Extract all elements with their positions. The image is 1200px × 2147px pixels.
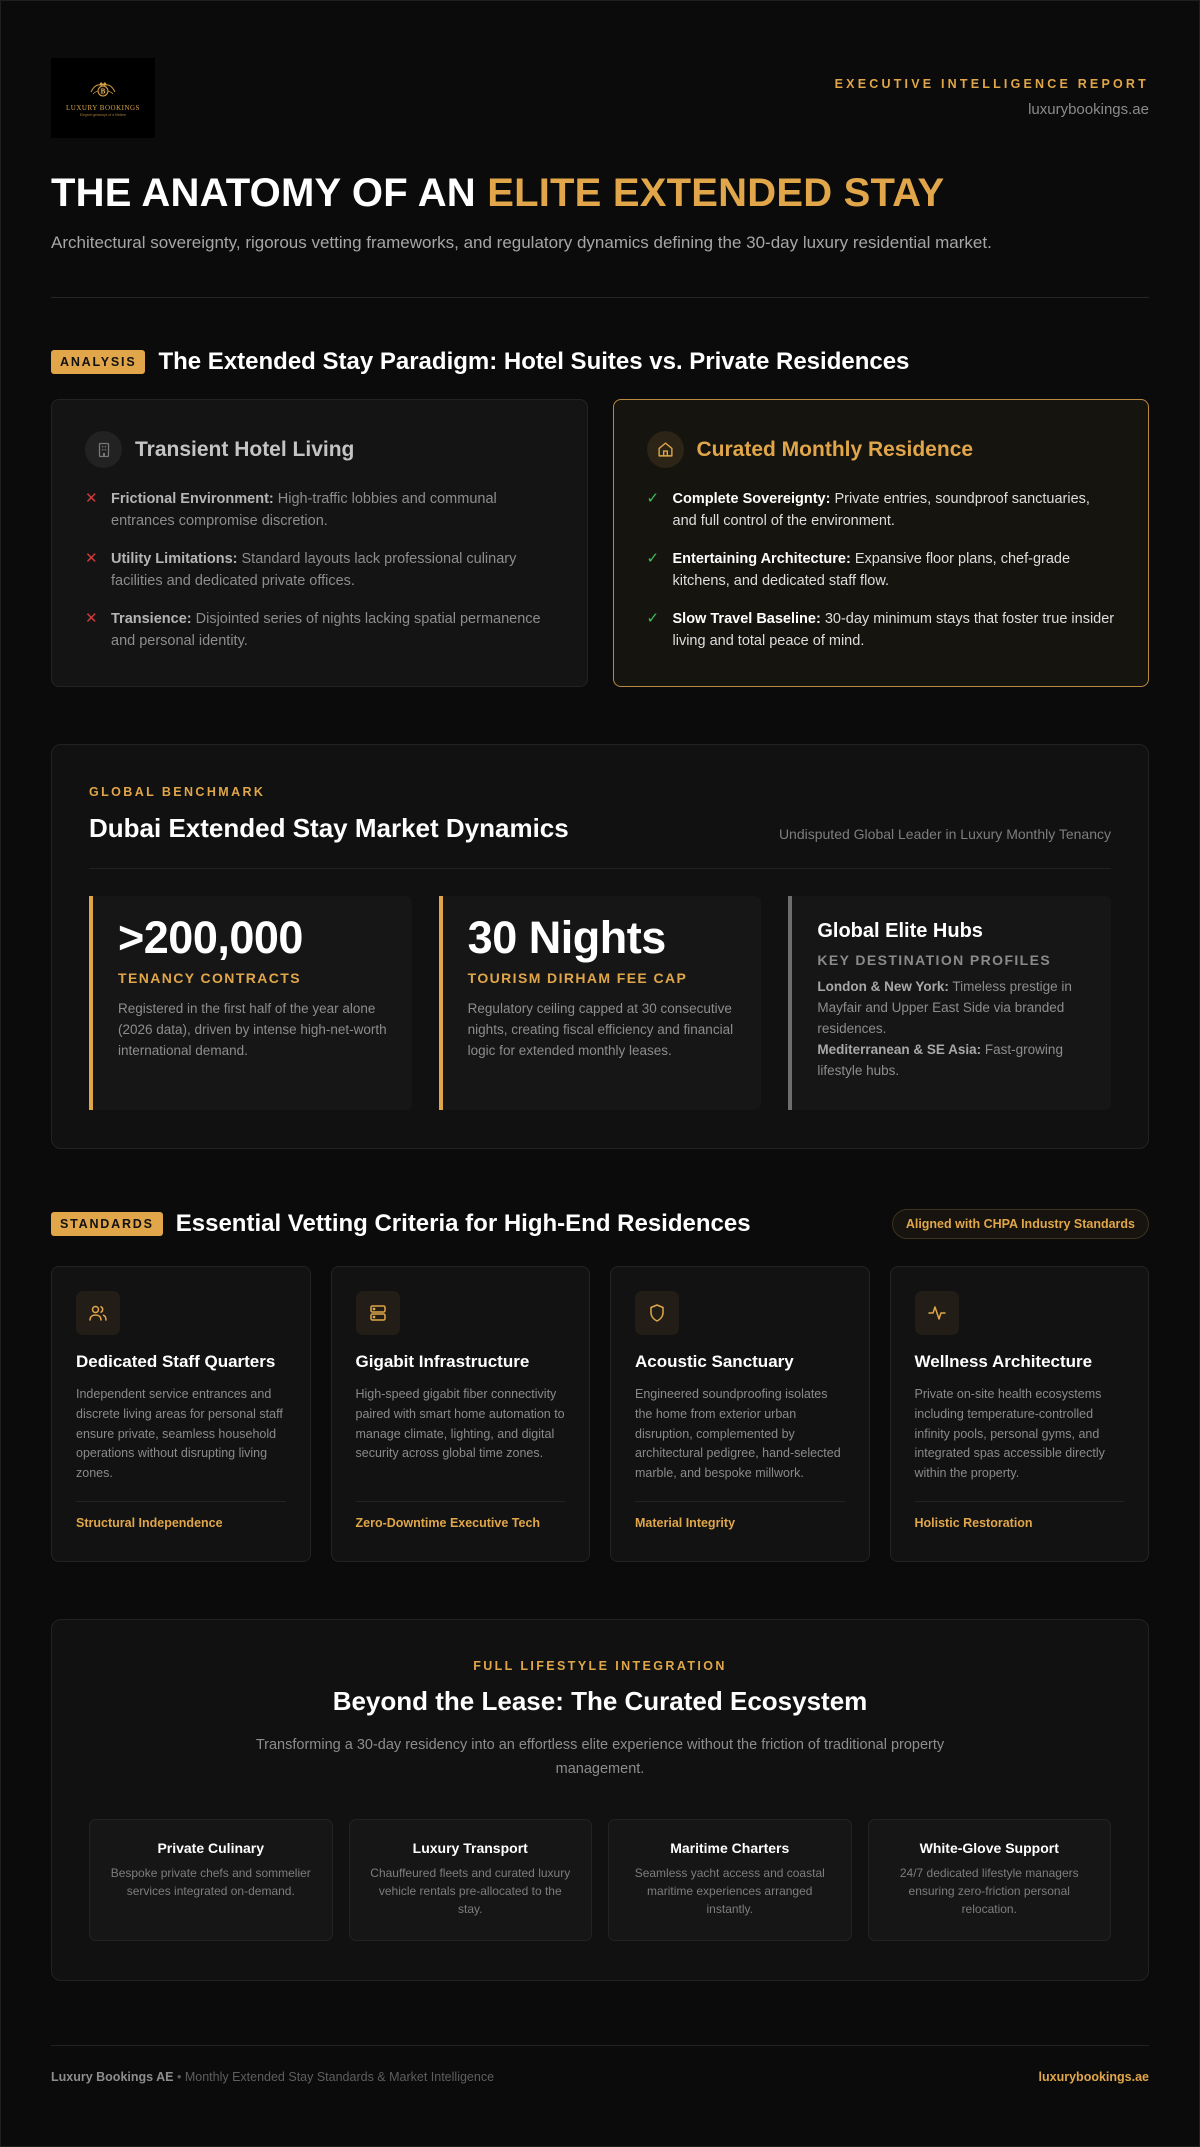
lifestyle-title: Beyond the Lease: The Curated Ecosystem bbox=[332, 1686, 868, 1716]
x-mark-icon: ✕ bbox=[85, 550, 98, 567]
hotel-card-head bbox=[85, 431, 554, 468]
point-heading: Utility Limitations: bbox=[111, 551, 238, 567]
activity-icon bbox=[915, 1291, 959, 1335]
point-heading: Slow Travel Baseline: bbox=[672, 611, 821, 627]
hub-line bbox=[817, 976, 1086, 1039]
market-aside: Undisputed Global Leader in Luxury Monthly Tenancy bbox=[778, 826, 1111, 842]
report-meta bbox=[835, 58, 1149, 118]
standards-heading-row bbox=[51, 1209, 1149, 1239]
analysis-section bbox=[51, 348, 1149, 687]
stat-value: >200,000 bbox=[118, 912, 303, 963]
point-text: Standard layouts lack professional culinary facilities and dedicated private offices. bbox=[111, 551, 517, 589]
stat-card-contracts bbox=[89, 896, 412, 1110]
stat-card-hubs bbox=[788, 896, 1111, 1110]
hotel-card-title: Transient Hotel Living bbox=[135, 437, 355, 461]
service-title: White-Glove Support bbox=[919, 1840, 1059, 1856]
criteria-footer: Structural Independence bbox=[76, 1516, 223, 1530]
criteria-title: Dedicated Staff Quarters bbox=[76, 1352, 276, 1371]
hub-region: Mediterranean & SE Asia: bbox=[817, 1042, 982, 1057]
stat-card-fee-cap bbox=[439, 896, 762, 1110]
comparison-grid bbox=[51, 399, 1149, 687]
crest-icon bbox=[88, 80, 118, 102]
page-subtitle: Architectural sovereignty, rigorous vetting frameworks, and regulatory dynamics defining the 30-day luxury residential market. bbox=[51, 233, 992, 252]
standards-title: Essential Vetting Criteria for High-End Residences bbox=[175, 1210, 751, 1237]
service-description: Bespoke private chefs and sommelier services integrated on-demand. bbox=[110, 1866, 311, 1898]
footer-left bbox=[51, 2070, 494, 2084]
services-row bbox=[89, 1819, 1111, 1941]
service-card bbox=[868, 1819, 1112, 1941]
stat-description: Registered in the first half of the year alone (2026 data), driven by intense high-net-worth international demand. bbox=[118, 1001, 387, 1058]
point-heading: Transience: bbox=[111, 611, 192, 627]
svg-text:B: B bbox=[100, 87, 106, 95]
point-text: Disjointed series of nights lacking spatial permanence and personal identity. bbox=[111, 611, 541, 649]
point-heading: Complete Sovereignty: bbox=[672, 491, 831, 507]
footer-site-link[interactable]: luxurybookings.ae bbox=[1038, 2070, 1149, 2084]
point-text: 30-day minimum stays that foster true insider living and total peace of mind. bbox=[672, 611, 1115, 649]
service-title: Luxury Transport bbox=[412, 1840, 528, 1856]
residence-point bbox=[647, 608, 1116, 652]
footer-brand: Luxury Bookings AE bbox=[51, 2070, 174, 2084]
header-site-link[interactable]: luxurybookings.ae bbox=[1028, 101, 1149, 118]
criteria-divider bbox=[76, 1501, 286, 1502]
logo-tagline: Elegant getaways of a lifetime bbox=[79, 112, 127, 117]
criteria-grid bbox=[51, 1266, 1149, 1562]
service-description: Seamless yacht access and coastal maritime experiences arranged instantly. bbox=[634, 1866, 825, 1916]
hub-text: Timeless prestige in Mayfair and Upper East Side via branded residences. bbox=[817, 979, 1072, 1036]
market-title: Dubai Extended Stay Market Dynamics bbox=[89, 813, 569, 843]
title-gold-part: ELITE EXTENDED STAY bbox=[487, 171, 945, 215]
market-kicker: GLOBAL BENCHMARK bbox=[89, 785, 266, 799]
residence-card bbox=[613, 399, 1150, 687]
stat-value: 30 Nights bbox=[467, 912, 666, 963]
hotel-point bbox=[85, 608, 554, 652]
service-title: Maritime Charters bbox=[670, 1840, 790, 1856]
report-label: EXECUTIVE INTELLIGENCE REPORT bbox=[834, 77, 1149, 91]
market-divider bbox=[89, 868, 1111, 869]
service-title: Private Culinary bbox=[157, 1840, 265, 1856]
page-footer bbox=[51, 2045, 1149, 2084]
hub-region: London & New York: bbox=[817, 979, 949, 994]
criteria-card bbox=[610, 1266, 870, 1562]
point-heading: Entertaining Architecture: bbox=[672, 551, 851, 567]
hotel-point bbox=[85, 488, 554, 532]
criteria-description: Engineered soundproofing isolates the home from exterior urban disruption, complemented by architectural pedigree, hand-selected marble, and bespoke millwork. bbox=[635, 1387, 841, 1481]
service-card bbox=[608, 1819, 852, 1941]
users-icon bbox=[76, 1291, 120, 1335]
lifestyle-description: Transforming a 30-day residency into an effortless elite experience without the friction of traditional property management. bbox=[255, 1737, 945, 1777]
residence-point bbox=[647, 488, 1116, 532]
point-heading: Frictional Environment: bbox=[111, 491, 274, 507]
check-mark-icon: ✓ bbox=[646, 550, 660, 567]
market-section bbox=[51, 744, 1149, 1149]
stat-label: TENANCY CONTRACTS bbox=[118, 970, 301, 986]
point-text: Expansive floor plans, chef-grade kitchens, and dedicated staff flow. bbox=[672, 551, 1071, 589]
criteria-title: Acoustic Sanctuary bbox=[635, 1352, 794, 1371]
criteria-description: High-speed gigabit fiber connectivity paired with smart home automation to manage climate, lighting, and digital security across global time zones. bbox=[355, 1387, 565, 1461]
standards-tag: STANDARDS bbox=[51, 1212, 163, 1236]
shield-icon bbox=[635, 1291, 679, 1335]
point-text: High-traffic lobbies and communal entrances compromise discretion. bbox=[111, 491, 497, 529]
hotel-card bbox=[51, 399, 588, 687]
service-card bbox=[349, 1819, 593, 1941]
check-mark-icon: ✓ bbox=[646, 490, 660, 507]
lifestyle-section bbox=[51, 1619, 1149, 1981]
standards-section bbox=[51, 1209, 1149, 1562]
x-mark-icon: ✕ bbox=[85, 610, 98, 627]
x-mark-icon: ✕ bbox=[85, 490, 98, 507]
hubs-title: Global Elite Hubs bbox=[817, 920, 983, 942]
criteria-card bbox=[51, 1266, 311, 1562]
criteria-description: Independent service entrances and discrete living areas for personal staff ensure private, seamless household operations without disrupting living zones. bbox=[76, 1387, 283, 1481]
criteria-title: Gigabit Infrastructure bbox=[355, 1352, 530, 1371]
hotel-point bbox=[85, 548, 554, 592]
hub-text: Fast-growing lifestyle hubs. bbox=[817, 1042, 1063, 1078]
criteria-footer: Zero-Downtime Executive Tech bbox=[355, 1516, 541, 1530]
building-icon bbox=[85, 431, 122, 468]
service-description: 24/7 dedicated lifestyle managers ensuring zero-friction personal relocation. bbox=[899, 1866, 1079, 1916]
criteria-card bbox=[331, 1266, 591, 1562]
hub-line bbox=[817, 1039, 1086, 1081]
standards-heading bbox=[51, 1210, 751, 1238]
criteria-card bbox=[890, 1266, 1150, 1562]
residence-card-head bbox=[647, 431, 1116, 468]
criteria-title: Wellness Architecture bbox=[914, 1352, 1093, 1371]
criteria-divider bbox=[635, 1501, 845, 1502]
criteria-description: Private on-site health ecosystems including temperature-controlled infinity pools, personal gyms, and integrated spas accessible directly within the property. bbox=[914, 1387, 1105, 1481]
analysis-tag: ANALYSIS bbox=[51, 350, 145, 374]
stat-description: Regulatory ceiling capped at 30 consecutive nights, creating fiscal efficiency and financial logic for extended monthly leases. bbox=[467, 1001, 734, 1058]
hotel-points bbox=[85, 488, 554, 652]
page-title bbox=[51, 172, 1149, 214]
home-icon bbox=[647, 431, 684, 468]
report-header bbox=[51, 58, 1149, 139]
criteria-footer: Material Integrity bbox=[635, 1516, 736, 1530]
footer-separator: • bbox=[176, 2070, 182, 2084]
analysis-title: The Extended Stay Paradigm: Hotel Suites vs. Private Residences bbox=[158, 348, 910, 375]
service-card bbox=[89, 1819, 333, 1941]
market-heading-row bbox=[89, 813, 1111, 844]
check-mark-icon: ✓ bbox=[646, 610, 660, 627]
chpa-badge: Aligned with CHPA Industry Standards bbox=[892, 1209, 1149, 1239]
residence-point bbox=[647, 548, 1116, 592]
logo-wordmark: LUXURY BOOKINGS bbox=[66, 103, 140, 112]
point-text: Private entries, soundproof sanctuaries, and full control of the environment. bbox=[672, 491, 1090, 529]
footer-tagline: Monthly Extended Stay Standards & Market Intelligence bbox=[184, 2070, 495, 2084]
criteria-divider bbox=[915, 1501, 1125, 1502]
server-icon bbox=[356, 1291, 400, 1335]
brand-logo[interactable] bbox=[51, 58, 155, 138]
residence-points bbox=[647, 488, 1116, 652]
stat-label: TOURISM DIRHAM FEE CAP bbox=[467, 970, 688, 986]
header-divider bbox=[51, 297, 1149, 298]
residence-card-title: Curated Monthly Residence bbox=[696, 437, 974, 461]
lifestyle-kicker: FULL LIFESTYLE INTEGRATION bbox=[473, 1659, 727, 1673]
criteria-footer: Holistic Restoration bbox=[914, 1516, 1033, 1530]
criteria-divider bbox=[356, 1501, 566, 1502]
hubs-subtitle: KEY DESTINATION PROFILES bbox=[817, 952, 1052, 968]
service-description: Chauffeured fleets and curated luxury vehicle rentals pre-allocated to the stay. bbox=[370, 1866, 571, 1916]
analysis-heading bbox=[51, 348, 1149, 376]
stats-row bbox=[89, 896, 1111, 1110]
title-white-part: THE ANATOMY OF AN bbox=[51, 171, 476, 215]
